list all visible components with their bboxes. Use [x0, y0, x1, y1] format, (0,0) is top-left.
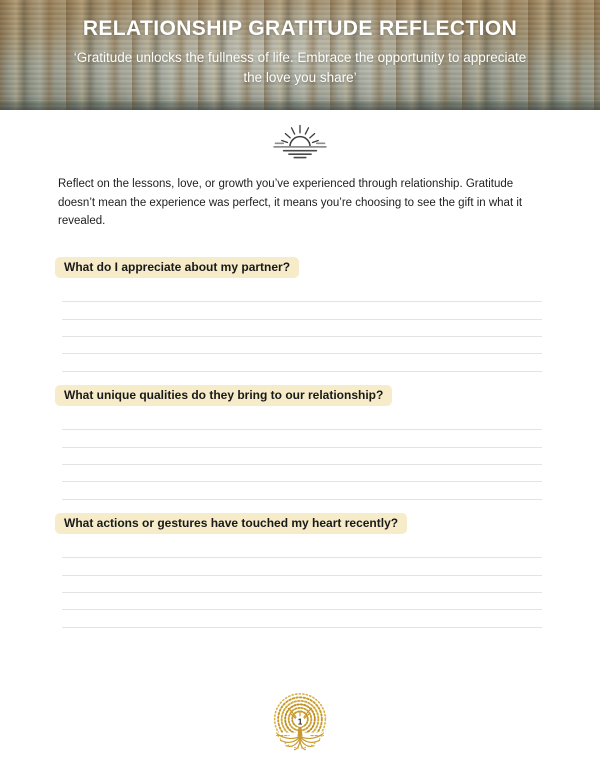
- question-section: [0, 231, 600, 372]
- answer-lines: [62, 285, 542, 372]
- answer-line[interactable]: [62, 465, 542, 482]
- answer-line[interactable]: [62, 337, 542, 354]
- answer-line[interactable]: [62, 541, 542, 558]
- question-label: What actions or gestures have touched my heart recently?: [55, 513, 407, 534]
- header-banner: [0, 0, 600, 110]
- answer-line[interactable]: [62, 354, 542, 371]
- footer: [0, 688, 600, 771]
- answer-line[interactable]: [62, 482, 542, 499]
- answer-line[interactable]: [62, 320, 542, 337]
- question-label: What do I appreciate about my partner?: [55, 257, 299, 278]
- answer-lines: [62, 413, 542, 500]
- answer-line[interactable]: [62, 448, 542, 465]
- icon-row: [0, 116, 600, 166]
- answer-line[interactable]: [62, 593, 542, 610]
- page-number: 1: [297, 717, 303, 727]
- sunrise-icon: [269, 115, 331, 168]
- answer-line[interactable]: [62, 302, 542, 319]
- page-title: RELATIONSHIP GRATITUDE REFLECTION: [82, 17, 518, 40]
- answer-line[interactable]: [62, 610, 542, 627]
- answer-line[interactable]: [62, 285, 542, 302]
- question-section: [0, 372, 600, 500]
- sections: [0, 231, 600, 628]
- tree-of-life-logo: [261, 688, 339, 771]
- answer-line[interactable]: [62, 413, 542, 430]
- intro-paragraph: Reflect on the lessons, love, or growth you’ve experienced through relationship. Gratitude doesn’t mean the experience was perfect, it means you’re choosing to see the gift in what it revealed.: [58, 178, 523, 228]
- answer-line[interactable]: [62, 576, 542, 593]
- answer-line[interactable]: [62, 430, 542, 447]
- header-quote: ‘Gratitude unlocks the fullness of life. Embrace the opportunity to appreciate the love you share’: [73, 50, 527, 86]
- answer-line[interactable]: [62, 558, 542, 575]
- question-section: [0, 500, 600, 628]
- question-label: What unique qualities do they bring to our relationship?: [55, 385, 392, 406]
- answer-lines: [62, 541, 542, 628]
